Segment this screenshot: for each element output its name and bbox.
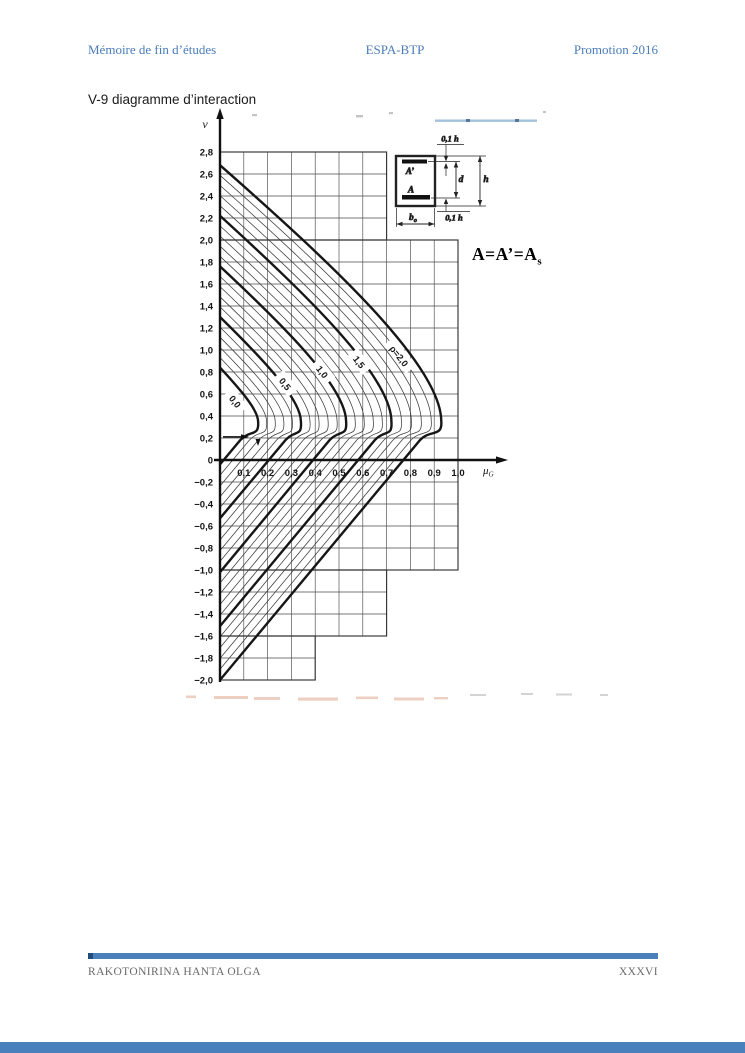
- svg-text:0,1 h: 0,1 h: [445, 212, 463, 223]
- svg-text:1,2: 1,2: [199, 323, 213, 335]
- svg-text:0,1 h: 0,1 h: [441, 133, 459, 144]
- footer-rule-cap: [88, 953, 93, 959]
- svg-text:1,0: 1,0: [199, 345, 213, 357]
- svg-text:−1,8: −1,8: [194, 653, 213, 665]
- svg-text:−0,8: −0,8: [194, 543, 213, 555]
- svg-text:0,9: 0,9: [427, 468, 441, 479]
- svg-text:ρ=2,0: ρ=2,0: [387, 343, 411, 369]
- svg-text:2,8: 2,8: [199, 147, 213, 159]
- svg-text:d: d: [458, 175, 464, 185]
- svg-text:0,0: 0,0: [226, 393, 243, 410]
- svg-text:ν: ν: [202, 117, 208, 131]
- svg-text:0,6: 0,6: [356, 468, 370, 479]
- steel-equality-annotation: [472, 244, 542, 268]
- svg-text:1,5: 1,5: [350, 354, 367, 371]
- svg-text:−2,0: −2,0: [194, 675, 213, 687]
- page-bottom-border: [0, 1042, 745, 1053]
- svg-text:A’: A’: [405, 166, 415, 176]
- svg-text:−1,4: −1,4: [194, 609, 213, 621]
- footer-page-number: XXXVI: [618, 966, 658, 978]
- svg-text:0,8: 0,8: [403, 468, 418, 479]
- svg-text:2,0: 2,0: [199, 235, 213, 247]
- svg-text:1,6: 1,6: [199, 279, 213, 291]
- footer-author: RAKOTONIRINA HANTA OLGA: [88, 966, 261, 978]
- svg-text:0,1: 0,1: [237, 468, 251, 479]
- page-footer: [88, 966, 658, 978]
- svg-text:bo: $b_o$: [409, 213, 417, 224]
- svg-text:1,0: 1,0: [451, 468, 465, 479]
- footer-rule: [88, 953, 658, 959]
- svg-text:0,4: 0,4: [199, 411, 213, 423]
- svg-text:0,2: 0,2: [260, 468, 275, 479]
- svg-text:2,2: 2,2: [199, 213, 213, 225]
- svg-text:h: h: [483, 175, 489, 185]
- svg-text:1,0: 1,0: [314, 364, 330, 381]
- svg-text:0,5: 0,5: [276, 376, 293, 393]
- header-center: ESPA-BTP: [365, 42, 425, 57]
- svg-text:−1,2: −1,2: [194, 587, 213, 599]
- svg-text:0,2: 0,2: [199, 433, 213, 445]
- cross-section-inset: [396, 134, 489, 228]
- svg-text:2,6: 2,6: [199, 169, 213, 181]
- section-title: V-9 diagramme d’interaction: [88, 92, 257, 107]
- chart-grid: [220, 152, 458, 680]
- svg-text:−0,6: −0,6: [194, 521, 213, 533]
- svg-text:A: A: [407, 184, 415, 195]
- svg-text:0,3: 0,3: [284, 468, 299, 479]
- svg-text:0,7: 0,7: [379, 468, 394, 479]
- svg-text:0,5: 0,5: [332, 468, 346, 479]
- svg-text:0,8: 0,8: [199, 367, 213, 379]
- steel-equality-subscript: s: [537, 255, 543, 268]
- interaction-curves: [220, 165, 441, 680]
- steel-equality-text: A=A’=A: [472, 244, 538, 264]
- svg-text:−1,0: −1,0: [194, 565, 213, 577]
- svg-text:1,4: 1,4: [199, 301, 213, 313]
- header-left: Mémoire de fin d’études: [88, 42, 217, 57]
- svg-text:0,6: 0,6: [199, 389, 213, 401]
- svg-text:1,8: 1,8: [199, 257, 213, 269]
- svg-text:2,4: 2,4: [199, 191, 213, 203]
- svg-text:0: 0: [207, 455, 213, 467]
- svg-text:−0,2: −0,2: [194, 477, 213, 489]
- svg-text:0,4: 0,4: [308, 468, 322, 479]
- svg-text:μG: $\mu_G$: [483, 465, 494, 479]
- header-right: Promotion 2016: [573, 42, 658, 57]
- chart-axes: [214, 108, 508, 682]
- svg-text:−1,6: −1,6: [194, 631, 213, 643]
- svg-text:−0,4: −0,4: [194, 499, 213, 511]
